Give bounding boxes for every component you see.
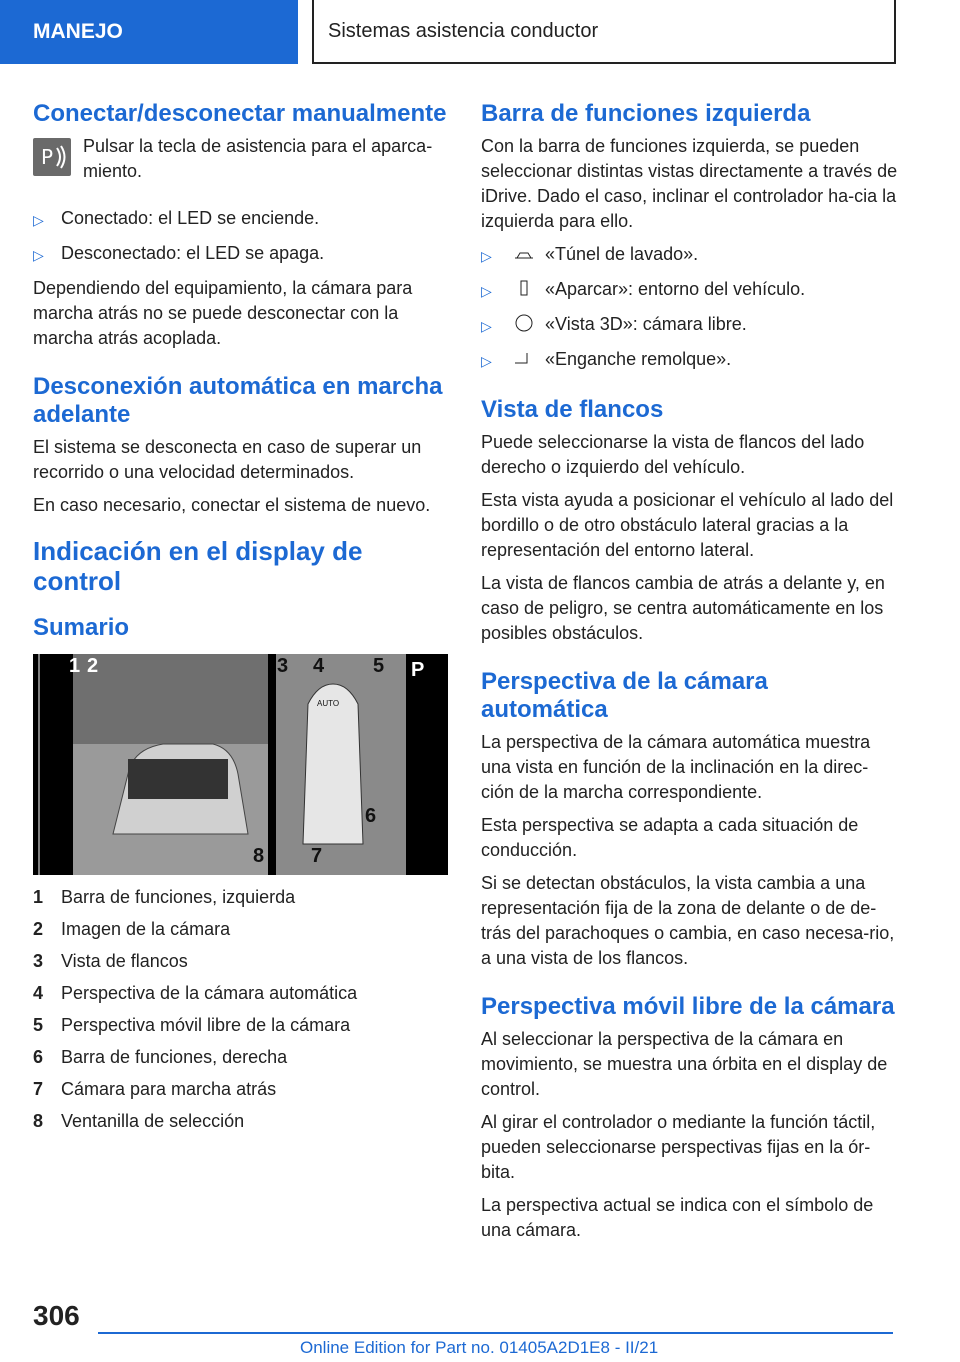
- note-text: Pulsar la tecla de asistencia para el aparca‐miento.: [83, 136, 433, 181]
- view-item: ▷ «Túnel de lavado».: [481, 242, 899, 269]
- legend-item: 6 Barra de funciones, derecha: [33, 1047, 288, 1067]
- right-column: [481, 100, 899, 1251]
- figure-label: 1: [69, 655, 81, 677]
- figure-label: AUTO: [317, 699, 340, 708]
- heading-auto-off: Desconexión automática en marcha adelante: [33, 373, 443, 428]
- paragraph: Con la barra de funciones izquierda, se pueden seleccionar distintas vistas directamente a través de iDrive. Dado el caso, inclinar el controlador ha‐cia la izquierda para ello.: [481, 136, 898, 231]
- edition-note: Online Edition for Part no. 01405A2D1E8 - II/21: [300, 1338, 659, 1357]
- paragraph: Al seleccionar la perspectiva de la cámara en movimiento, se muestra una órbita en el display de control.: [481, 1029, 888, 1099]
- figure-label: 3: [277, 655, 289, 677]
- paragraph: Esta vista ayuda a posicionar el vehículo al lado del bordillo o de otro obstáculo lateral gracias a la representación del entorno lateral.: [481, 490, 894, 560]
- heading-sumario: Sumario: [33, 614, 130, 641]
- footer-divider: [98, 1332, 893, 1334]
- heading-manual: Conectar/desconectar manualmente: [33, 100, 447, 127]
- paragraph: Puede seleccionarse la vista de flancos del lado derecho o izquierdo del vehículo.: [481, 432, 865, 477]
- trailer-hitch-icon: [513, 347, 535, 369]
- camera-display-figure: [33, 654, 448, 875]
- left-column: [33, 100, 451, 1141]
- triangle-bullet-icon: ▷: [33, 247, 44, 263]
- triangle-bullet-icon: ▷: [33, 212, 44, 228]
- figure-label: P: [411, 659, 425, 681]
- paragraph: La vista de flancos cambia de atrás a delante y, en caso de peligro, se centra automáticamente en los posibles obstáculos.: [481, 573, 885, 643]
- legend-item: 5 Perspectiva móvil libre de la cámara: [33, 1015, 351, 1035]
- paragraph: La perspectiva actual se indica con el símbolo de una cámara.: [481, 1195, 874, 1240]
- paragraph: Dependiendo del equipamiento, la cámara para marcha atrás no se puede desconectar con la marcha atrás acoplada.: [33, 278, 413, 348]
- 3d-view-icon: [513, 312, 535, 334]
- legend-item: 2 Imagen de la cámara: [33, 919, 231, 939]
- parking-assist-button-icon: [33, 138, 71, 176]
- svg-text:P: P: [41, 145, 54, 169]
- legend-item: 3 Vista de flancos: [33, 951, 188, 971]
- paragraph: La perspectiva de la cámara automática muestra una vista en función de la inclinación en la direc‐ción de la marcha correspondiente.: [481, 732, 871, 802]
- legend-item: 4 Perspectiva de la cámara automática: [33, 983, 358, 1003]
- heading-movil: Perspectiva móvil libre de la cámara: [481, 993, 895, 1020]
- parking-view-icon: [513, 277, 535, 299]
- view-item: ▷ «Aparcar»: entorno del vehículo.: [481, 277, 899, 304]
- heading-flancos: Vista de flancos: [481, 396, 664, 423]
- figure-label: 8: [253, 845, 265, 867]
- figure-label: 2: [87, 655, 99, 677]
- figure-label: 7: [311, 845, 323, 867]
- figure-label: 6: [365, 805, 377, 827]
- car-wash-icon: [513, 242, 535, 264]
- note-block: [33, 134, 451, 192]
- paragraph: En caso necesario, conectar el sistema de nuevo.: [33, 495, 431, 515]
- legend-item: 1 Barra de funciones, izquierda: [33, 887, 296, 907]
- section-tab: MANEJO: [0, 0, 298, 64]
- page-header-title: Sistemas asistencia conductor: [312, 0, 896, 64]
- paragraph: Al girar el controlador o mediante la función táctil, pueden seleccionarse perspectivas fijas en la ór‐bita.: [481, 1112, 876, 1182]
- page-number: 306: [33, 1300, 80, 1331]
- triangle-bullet-icon: ▷: [481, 318, 492, 334]
- triangle-bullet-icon: ▷: [481, 248, 492, 264]
- heading-barra: Barra de funciones izquierda: [481, 100, 811, 127]
- legend-item: 8 Ventanilla de selección: [33, 1111, 245, 1131]
- figure-label: 4: [313, 655, 325, 677]
- figure-label: 5: [373, 655, 385, 677]
- legend-item: 7 Cámara para marcha atrás: [33, 1079, 277, 1099]
- paragraph: Si se detectan obstáculos, la vista cambia a una representación fija de la zona de delante o de de‐trás del parachoques o cambia, en caso necesa‐rio, a una vista de los flancos.: [481, 873, 895, 968]
- bullet-item: ▷ Conectado: el LED se enciende.: [33, 206, 451, 233]
- heading-display: Indicación en el display de control: [33, 536, 363, 596]
- bullet-item: ▷ Desconectado: el LED se apaga.: [33, 241, 451, 268]
- triangle-bullet-icon: ▷: [481, 283, 492, 299]
- triangle-bullet-icon: ▷: [481, 353, 492, 369]
- paragraph: El sistema se desconecta en caso de superar un recorrido o una velocidad determinados.: [33, 437, 422, 482]
- paragraph: Esta perspectiva se adapta a cada situación de conducción.: [481, 815, 859, 860]
- heading-perspectiva: Perspectiva de la cámara automática: [481, 668, 768, 723]
- view-item: ▷ «Vista 3D»: cámara libre.: [481, 312, 899, 339]
- view-item: ▷ «Enganche remolque».: [481, 347, 899, 374]
